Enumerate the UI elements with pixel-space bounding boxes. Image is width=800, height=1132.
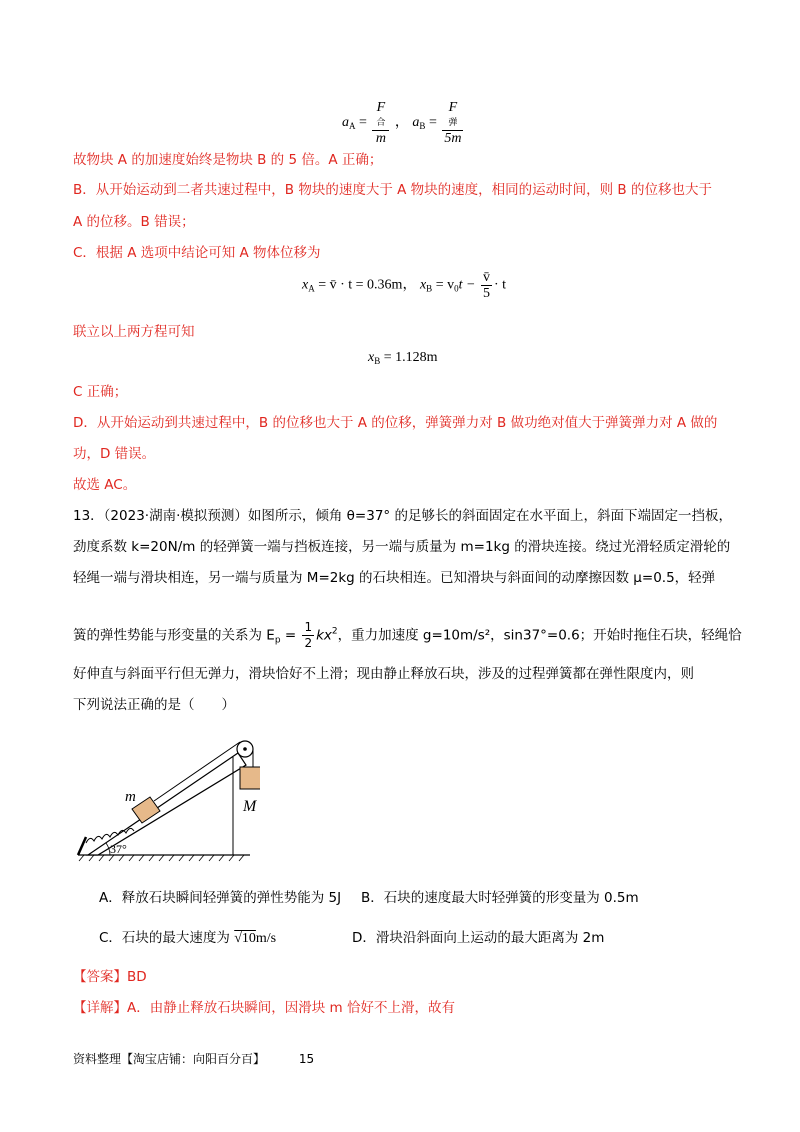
formula-subscript: 0 [454,283,459,294]
formula-symbol: a [412,115,420,131]
formula-separator: ， [402,277,417,293]
formula-separator: ， [394,115,409,131]
block-M [240,767,260,789]
formula-symbol: kx [316,627,332,644]
question-text: ，重力加速度 g=10m/s²，sin37°=0.6；开始时拖住石块，轻绳恰 [337,627,742,644]
formula-subscript: A [308,283,315,294]
fraction [442,100,463,146]
solution-line: 联立以上两方程可知 [73,324,195,340]
formula-symbol: x [419,277,427,293]
formula-expression: = v [432,277,455,293]
question-line [73,620,740,651]
answer-value: BD [127,969,147,985]
formula-symbol: F [376,100,386,115]
solution-line: C 正确； [73,384,128,400]
pulley-axle [243,747,247,751]
formula-symbol: F [448,100,458,115]
fraction-numerator: 1 [304,620,313,634]
solution-line: B．从开始运动到二者共速过程中，B 物块的速度大于 A 物块的速度，相同的运动时间，则 B 的位移也大于 [73,182,712,198]
formula-superscript: 2 [331,626,338,637]
formula-expression: = v̄ · t = 0.36m [314,277,403,293]
unit: m/s [255,931,277,946]
answer-line [73,967,740,987]
question-line: 轻绳一端与滑块相连，另一端与质量为 M=2kg 的石块相连。已知滑块与斜面间的动摩擦因数 μ=0.5，轻弹 [73,570,716,586]
incline-diagram [70,715,260,865]
solution-line: 故选 AC。 [73,477,137,493]
formula-expression: = 1.128m [380,350,438,365]
formula-symbol: x [368,350,375,365]
choice-a: A．释放石块瞬间轻弹簧的弹性势能为 5J [99,890,342,906]
formula-expression: t − [458,277,476,293]
solution-line: 故物块 A 的加速度始终是物块 B 的 5 倍。A 正确； [73,152,383,168]
choice-c-text: C．石块的最大速度为 [99,930,235,946]
question-line: 13．（2023·湖南·模拟预测）如图所示，倾角 θ=37° 的足够长的斜面固定在水平面上，斜面下端固定一挡板， [73,508,732,524]
formula-operator: = [280,627,301,644]
choice-b: B．石块的速度最大时轻弹簧的形变量为 0.5m [361,890,639,906]
formula-subscript: 弹 [448,117,458,127]
formula-symbol: x [302,277,309,293]
formula-subscript: B [426,283,433,294]
formula-symbol: a [342,115,349,131]
question-line: 劲度系数 k=20N/m 的轻弹簧一端与挡板连接，另一端与质量为 m=1kg 的滑块连接。绕过光滑轻质定滑轮的 [73,539,731,555]
ground-hatch [79,855,244,861]
formula-displacements [302,270,506,301]
incline-plane [88,753,246,855]
solution-line: D．从开始运动到共速过程中，B 的位移也大于 A 的位移，弹簧弹力对 B 做功绝对值大于弹簧弹力对 A 做的 [73,415,718,431]
detail-text: A．由静止释放石块瞬间，因滑块 m 恰好不上滑，故有 [127,1000,455,1016]
formula-subscript: 合 [376,117,386,127]
footer-text: 资料整理【淘宝店铺：向阳百分百】 [73,1052,266,1066]
question-line: 好伸直与斜面平行但无弹力，滑块恰好不上滑；现由静止释放石块，涉及的过程弹簧都在弹性限度内，则 [73,666,694,682]
answer-tag: 【答案】 [73,969,127,985]
formula-symbol: m [375,131,386,146]
stop-plate [78,837,86,855]
formula-subscript: A [349,121,356,132]
sqrt-value: √10 [234,931,256,946]
fraction-numerator: v̄ [482,270,490,285]
fraction [302,620,314,651]
formula-operator: = [355,115,367,131]
label-angle: 37° [110,842,127,856]
formula-operator: = [425,115,437,131]
formula-subscript: B [374,356,381,366]
formula-subscript: p [274,635,281,646]
fraction [481,270,492,301]
formula-subscript: B [419,121,426,132]
solution-line: 功，D 错误。 [73,446,156,462]
question-text: 簧的弹性势能与形变量的关系为 E [73,627,275,644]
page-number: 15 [298,1052,315,1066]
solution-line: C．根据 A 选项中结论可知 A 物体位移为 [73,245,321,261]
fraction-denominator: 2 [304,636,313,650]
page-footer [73,1050,314,1067]
fraction-denominator: 5 [482,286,490,301]
choice-c-value [234,931,276,946]
formula-symbol: 5m [444,131,462,146]
detail-line [73,998,740,1018]
choice-d: D．滑块沿斜面向上运动的最大距离为 2m [352,930,605,946]
choice-c [99,926,276,947]
formula-expression: · t [493,277,506,293]
question-line: 下列说法正确的是（ ） [73,697,235,713]
formula-accelerations [342,100,465,146]
label-m: m [125,789,136,805]
detail-tag: 【详解】 [73,1000,127,1016]
fraction [372,100,389,146]
formula-xB [368,350,438,366]
solution-line: A 的位移。B 错误； [73,214,195,230]
label-M: M [243,798,257,815]
